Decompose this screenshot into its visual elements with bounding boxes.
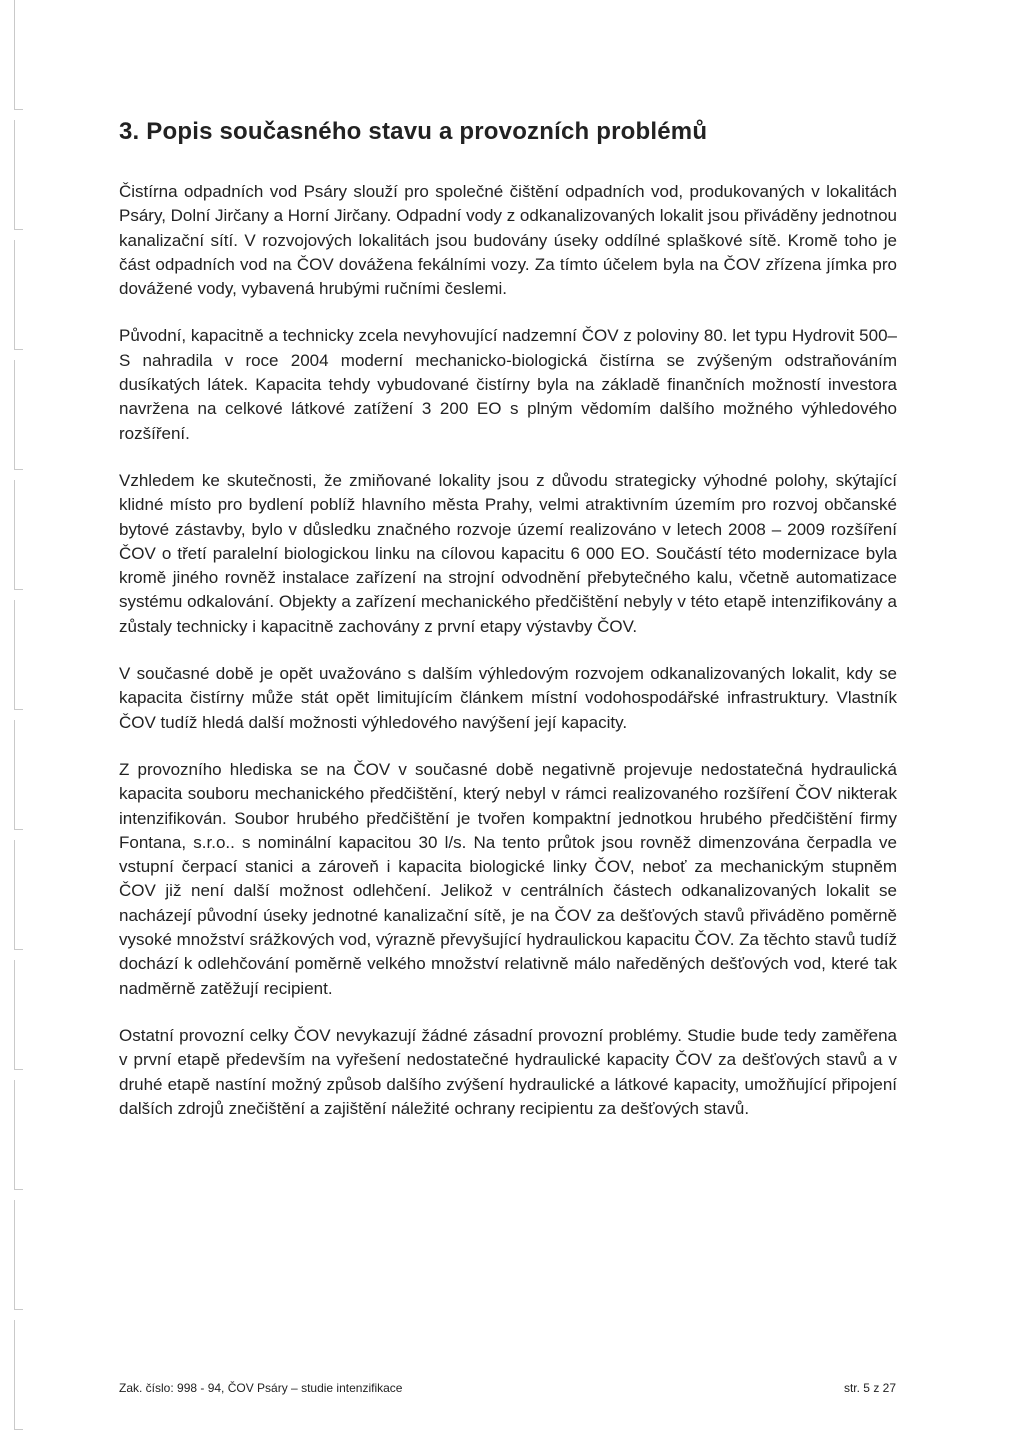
paragraph: Vzhledem ke skutečnosti, že zmiňované lokality jsou z důvodu strategicky výhodné polohy, skýtající klidné místo pro bydlení poblíž hlavního města Prahy, velmi atraktivním územím pro rozvoj občanské bytové zástavby, bylo v důsledku značného rozvoje území realizováno v letech 2008 – 2009 rozšíření ČOV o třetí paralelní biologickou linku na cílovou kapacitu 6 000 EO. Součástí této modernizace byla kromě jiného rovněž instalace zařízení na strojní odvodnění přebytečného kalu, včetně automatizace systému odkalování. Objekty a zařízení mechanického předčištění nebyly v této etapě intenzifikovány a zůstaly technicky i kapacitně zachovány z první etapy výstavby ČOV. bbox=[119, 470, 897, 636]
margin-mark bbox=[14, 600, 37, 710]
margin-mark bbox=[14, 960, 37, 1070]
margin-mark bbox=[14, 0, 37, 110]
paragraph: Původní, kapacitně a technicky zcela nevyhovující nadzemní ČOV z poloviny 80. let typu Hydrovit 500–S nahradila v roce 2004 moderní mechanicko-biologická čistírna se zvýšeným odstraňováním dusíkatých látek. Kapacita tehdy vybudované čistírny byla na základě finančních možností investora navržena na celkové látkové zatížení 3 200 EO s plným vědomím dalšího možného výhledového rozšíření. bbox=[119, 326, 897, 443]
margin-mark bbox=[14, 720, 37, 830]
margin-mark bbox=[14, 360, 37, 470]
paragraph: Z provozního hlediska se na ČOV v současné době negativně projevuje nedostatečná hydraulická kapacita souboru mechanického předčištění, který nebyl v rámci realizovaného rozšíření ČOV nikterak intenzifikován. Soubor hrubého předčištění je tvořen kompaktní jednotkou hrubého předčištění firmy Fontana, s.r.o.. s nominální kapacitou 30 l/s. Na tento průtok jsou rovněž dimenzována čerpadla ve vstupní čerpací stanici a zároveň i kapacita biologické linky ČOV, neboť za mechanickým stupněm ČOV již není další možnost odlehčení. Jelikož v centrálních částech odkanalizovaných lokalit se nacházejí původní úseky jednotné kanalizační sítě, je na ČOV za dešťových stavů přiváděno poměrně vysoké množství srážkových vod, výrazně převyšující hydraulickou kapacitu ČOV. Za těchto stavů tudíž dochází k odlehčování poměrně velkého množství relativně málo naředěných dešťových vod, které tak nadměrně zatěžují recipient. bbox=[119, 759, 897, 998]
margin-mark bbox=[14, 480, 37, 590]
binder-margin-marks bbox=[14, 0, 36, 1448]
margin-mark bbox=[14, 1320, 37, 1430]
margin-mark bbox=[14, 240, 37, 350]
paragraph: Čistírna odpadních vod Psáry slouží pro společné čištění odpadních vod, produkovaných v lokalitách Psáry, Dolní Jirčany a Horní Jirčany. Odpadní vody z odkanalizovaných lokalit jsou přiváděny jednotnou kanalizační sítí. V rozvojových lokalitách jsou budovány úseky oddílné splaškové sítě. Kromě toho je část odpadních vod na ČOV dovážena fekálními vozy. Za tímto účelem byla na ČOV zřízena jímka pro dovážené vody, vybavená hrubými ručními česlemi. bbox=[119, 182, 897, 299]
section-heading: 3. Popis současného stavu a provozních problémů bbox=[119, 118, 708, 145]
paragraph: Ostatní provozní celky ČOV nevykazují žádné zásadní provozní problémy. Studie bude tedy zaměřena v první etapě především na vyřešení nedostatečné hydraulické kapacity ČOV za dešťových stavů a v druhé etapě nastíní možný způsob dalšího zvýšení hydraulické a látkové kapacity, umožňující připojení dalších zdrojů znečištění a zajištění náležité ochrany recipientu za dešťových stavů. bbox=[119, 1025, 897, 1118]
margin-mark bbox=[14, 840, 37, 950]
margin-mark bbox=[14, 120, 37, 230]
footer-page-number: str. 5 z 27 bbox=[843, 1381, 896, 1395]
footer-document-id: Zak. číslo: 998 - 94, ČOV Psáry – studie intenzifikace bbox=[119, 1381, 403, 1395]
paragraph: V současné době je opět uvažováno s dalším výhledovým rozvojem odkanalizovaných lokalit, kdy se kapacita čistírny může stát opět limitujícím článkem místní vodohospodářské infrastruktury. Vlastník ČOV tudíž hledá další možnosti výhledového navýšení její kapacity. bbox=[119, 664, 897, 732]
body-text bbox=[119, 180, 897, 1144]
margin-mark bbox=[14, 1080, 37, 1190]
margin-mark bbox=[14, 1200, 37, 1310]
